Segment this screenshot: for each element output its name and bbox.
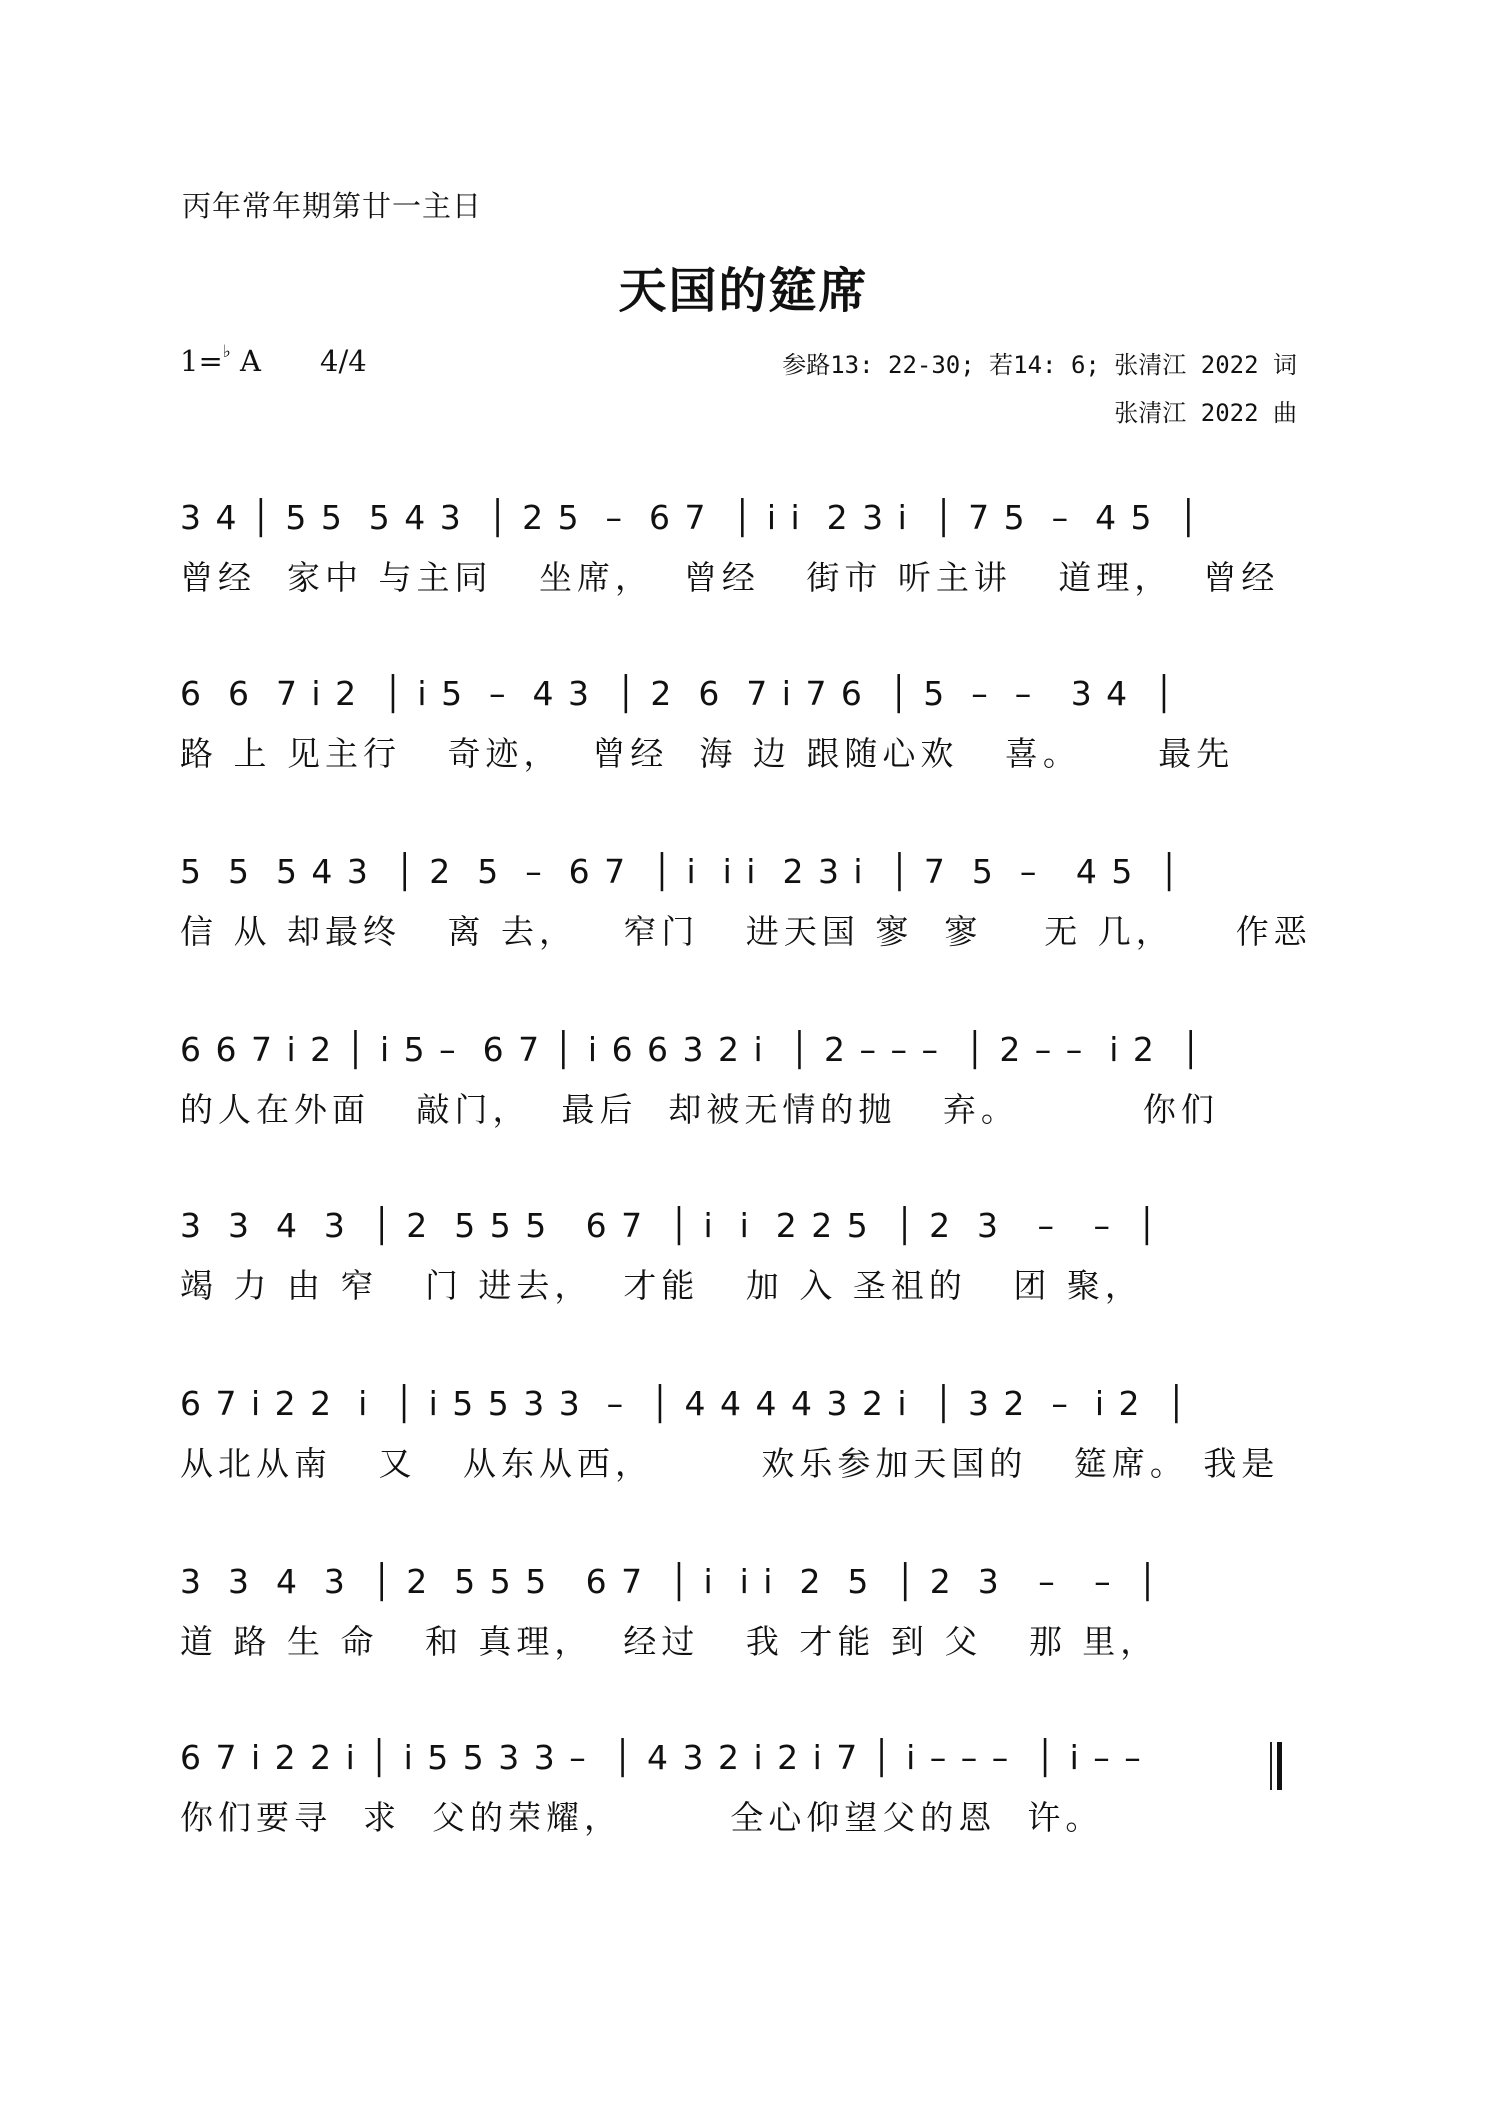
liturgical-day: 丙年常年期第廿一主日 — [182, 189, 483, 223]
time-signature: 4/4 — [320, 344, 367, 378]
score-system — [180, 1030, 1290, 1170]
lyrics-line: 从北从南 又 从东从西， 欢乐参加天国的 筵席。 我是 — [180, 1444, 1280, 1483]
key-letter: A — [240, 344, 261, 378]
score-system — [180, 1384, 1290, 1524]
score-system — [180, 1206, 1290, 1346]
key-signature — [180, 344, 261, 378]
flat-icon: ♭ — [222, 342, 231, 362]
final-barline — [1270, 1742, 1282, 1790]
key-prefix: 1= — [180, 344, 223, 378]
lyrics-line: 你们要寻 求 父的荣耀， 全心仰望父的恩 许。 — [180, 1798, 1104, 1837]
song-title: 天国的筵席 — [618, 263, 869, 319]
lyrics-line: 的人在外面 敲门， 最后 却被无情的抛 弃。 你们 — [180, 1090, 1219, 1129]
score-system — [180, 1562, 1290, 1702]
lyrics-line: 曾经 家中 与主同 坐席， 曾经 街市 听主讲 道理， 曾经 — [180, 558, 1280, 597]
notation-line: 3 3 4 3 │ 2 5 5 5 6 7 │ i i i 2 5 │ 2 3 – – │ — [180, 1562, 1160, 1601]
score-system — [180, 852, 1312, 992]
lyrics-line: 路 上 见主行 奇迹， 曾经 海 边 跟随心欢 喜。 最先 — [180, 734, 1235, 773]
score-system — [180, 674, 1290, 814]
score-system — [180, 498, 1290, 638]
notation-line: 5 5 5 4 3 │ 2 5 – 6 7 │ i i i 2 3 i │ 7 5 – 4 5 │ — [180, 852, 1182, 891]
lyrics-credit: 参路13: 22-30; 若14: 6; 张清江 2022 词 — [782, 351, 1297, 379]
lyrics-line: 竭 力 由 窄 门 进去， 才能 加 入 圣祖的 团 聚， — [180, 1266, 1143, 1305]
notation-line: 3 4 │ 5 5 5 4 3 │ 2 5 – 6 7 │ i i 2 3 i │ 7 5 – 4 5 │ — [180, 498, 1201, 537]
music-credit: 张清江 2022 曲 — [1114, 399, 1297, 427]
lyrics-line: 信 从 却最终 离 去， 窄门 进天国 寥 寥 无 几， 作恶 — [180, 912, 1312, 951]
score-system — [180, 1738, 1290, 1878]
notation-line: 6 6 7 i 2 │ i 5 – 4 3 │ 2 6 7 i 7 6 │ 5 – – 3 4 │ — [180, 674, 1177, 713]
notation-line: 6 6 7 i 2 │ i 5 – 6 7 │ i 6 6 3 2 i │ 2 – – – │ 2 – – i 2 │ — [180, 1030, 1203, 1069]
notation-line: 6 7 i 2 2 i │ i 5 5 3 3 – │ 4 4 4 4 3 2 i │ 3 2 – i 2 │ — [180, 1384, 1189, 1423]
notation-line: 3 3 4 3 │ 2 5 5 5 6 7 │ i i 2 2 5 │ 2 3 – – │ — [180, 1206, 1159, 1245]
lyrics-line: 道 路 生 命 和 真理， 经过 我 才能 到 父 那 里， — [180, 1622, 1159, 1661]
notation-line: 6 7 i 2 2 i │ i 5 5 3 3 – │ 4 3 2 i 2 i 7 │ i – – – │ i – – — [180, 1738, 1143, 1777]
